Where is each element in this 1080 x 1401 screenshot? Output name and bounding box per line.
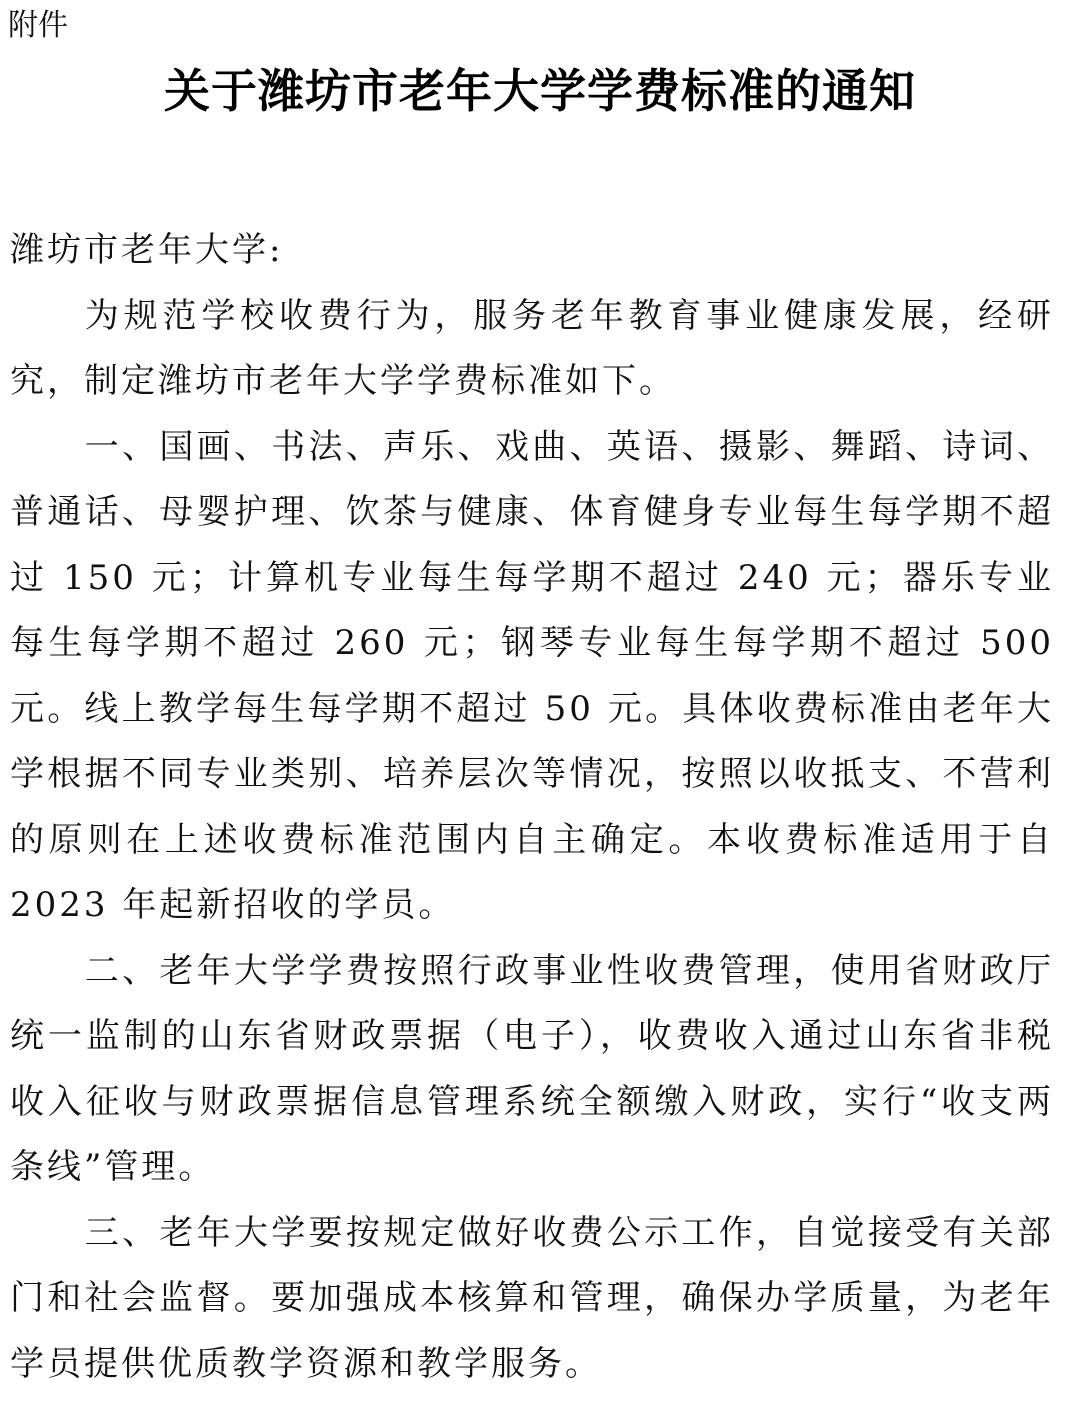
document-title: 关于潍坊市老年大学学费标准的通知 xyxy=(164,64,916,118)
salutation: 潍坊市老年大学: xyxy=(10,230,284,270)
paragraph-intro: 为规范学校收费行为，服务老年教育事业健康发展，经研究，制定潍坊市老年大学学费标准如下。 xyxy=(10,295,1054,401)
paragraph-item-3-supervision: 三、老年大学要按规定做好收费公示工作，自觉接受有关部门和社会监督。要加强成本核算和管理，确保办学质量，为老年学员提供优质教学资源和教学服务。 xyxy=(10,1212,1054,1384)
document-body xyxy=(10,218,1054,1397)
paragraph-item-1-fee-standards: 一、国画、书法、声乐、戏曲、英语、摄影、舞蹈、诗词、普通话、母婴护理、饮茶与健康、体育健身专业每生每学期不超过 150 元；计算机专业每生每学期不超过 240 元；器乐专业每生每学期不超过 260 元；钢琴专业每生每学期不超过 500 元。线上教学每生每学期不超过 50 元。具体收费标准由老年大学根据不同专业类别、培养层次等情况，按照以收抵支、不营利的原则在上述收费标准范围内自主确定。本收费标准适用于自 2023 年起新招收的学员。 xyxy=(10,426,1054,925)
paragraph-item-2-fee-management: 二、老年大学学费按照行政事业性收费管理，使用省财政厅统一监制的山东省财政票据（电子），收费收入通过山东省非税收入征收与财政票据信息管理系统全额缴入财政，实行“收支两条线”管理。 xyxy=(10,950,1054,1187)
attachment-label: 附件 xyxy=(8,8,68,43)
